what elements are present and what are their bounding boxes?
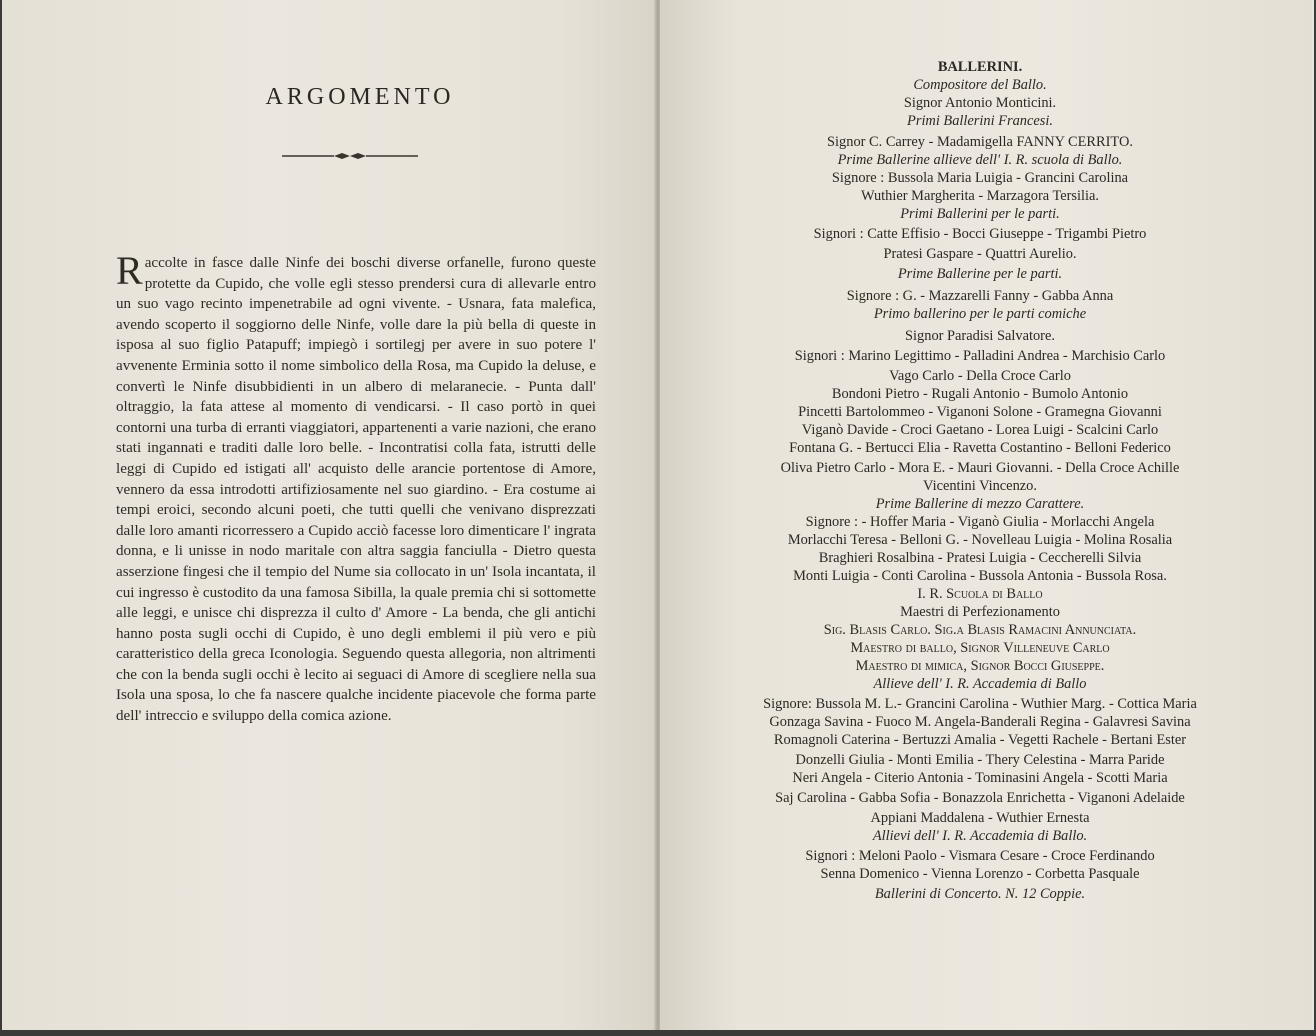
cast-line: Compositore del Ballo. <box>913 77 1047 93</box>
cast-line: Signori : Meloni Paolo - Vismara Cesare - Croce Ferdinando <box>805 848 1155 864</box>
cast-line: Romagnoli Caterina - Bertuzzi Amalia - Vegetti Rachele - Bertani Ester <box>773 732 1187 748</box>
cast-line: Signore : G. - Mazzarelli Fanny - Gabba Anna <box>846 288 1114 304</box>
ornament-divider <box>280 150 420 162</box>
cast-line: Signor C. Carrey - Madamigella FANNY CERRITO. <box>827 134 1133 150</box>
cast-line: Signor Antonio Monticini. <box>903 95 1057 111</box>
cast-line: Signore : Bussola Maria Luigia - Grancini Carolina <box>831 170 1129 186</box>
cast-line: Gonzaga Savina - Fuoco M. Angela-Banderali Regina - Galavresi Savina <box>769 714 1191 730</box>
cast-line: Senna Domenico - Vienna Lorenzo - Corbetta Pasquale <box>820 866 1140 882</box>
cast-line: Maestri di Perfezionamento <box>900 604 1060 620</box>
cast-line: Ballerini di Concerto. N. 12 Coppie. <box>874 886 1086 902</box>
cast-line: Monti Luigia - Conti Carolina - Bussola Antonia - Bussola Rosa. <box>793 568 1167 584</box>
cast-line: Signore : - Hoffer Maria - Viganò Giulia - Morlacchi Angela <box>805 514 1155 530</box>
cast-line: Fontana G. - Bertucci Elia - Ravetta Costantino - Belloni Federico <box>789 440 1171 456</box>
cast-line: Viganò Davide - Croci Gaetano - Lorea Luigi - Scalcini Carlo <box>801 422 1159 438</box>
cast-line: Wuthier Margherita - Marzagora Tersilia. <box>860 188 1100 204</box>
cast-line: Primi Ballerini Francesi. <box>907 113 1053 129</box>
cast-line: Vicentini Vincenzo. <box>923 478 1037 494</box>
cast-line: Prime Ballerine per le parti. <box>897 266 1063 282</box>
cast-line: Prime Ballerine di mezzo Carattere. <box>875 496 1085 512</box>
cast-line: Morlacchi Teresa - Belloni G. - Novelleau Luigia - Molina Rosalia <box>787 532 1173 548</box>
argument-text <box>116 248 596 727</box>
cast-line: Appiani Maddalena - Wuthier Ernesta <box>870 810 1090 826</box>
cast-line: Saj Carolina - Gabba Sofia - Bonazzola Enrichetta - Viganoni Adelaide <box>775 790 1185 806</box>
cast-line: Pincetti Bartolommeo - Viganoni Solone - Gramegna Giovanni <box>798 404 1162 420</box>
cast-line: Primi Ballerini per le parti. <box>900 206 1060 222</box>
cast-line: Signor Paradisi Salvatore. <box>905 328 1055 344</box>
argument-paragraph: accolte in fasce dalle Ninfe dei boschi diverse orfanelle, furono queste protette da Cupido, che volle egli stesso prendersi cura di allevarle entro un suo vago recinto impenetrabile ad ogni vivente. - Usnara, fata malefica, avendo scoperto il soggiorno delle Ninfe, volle dare la più bella di queste in isposa al suo figlio Patapuff; impiegò i sortilegj per avere in suo potere l' avvenente Erminia sotto il nome simbolico della Rosa, ma Cupido la deluse, e convertì le Ninfe disubbidienti in un albero di melaranecie. - Punta dall' oltraggio, la fata attese al momento di vendicarsi. - Il caso portò in quei contorni una turba di erranti viaggiatori, appartenenti a varie nazioni, che erano stati ingannati e traditi dalle loro belle. - Incontratisi colla fata, istrutti delle leggi di Cupido ed istigati all' acquisto delle arancie portentose di Amore, vennero da essa introdotti artifiziosamente nel suo giardino. - Era costume ai tempi eroici, secondo alcuni poeti, che tutti quelli che venivano disprezzati dalle loro amanti ricorressero a Cupido acciò facesse loro dimenticare l' ingrata donna, e li unisse in nodo maritale con altra saggia fanciulla - Dietro questa asserzione fingesi che il tempio del Nume sia collocato in un' Isola incantata, il cui ingresso è custodito da una famosa Sibilla, la quale premia chi si sottomette alle leggi, e unisce chi disprezza il culto d' Amore - La benda, che gli antichi hanno posta sugli occhi di Cupido, è uno degli emblemi il più vero e più caratteristico della greca Iconologia. Seguendo questa allegoria, non altrimenti che con la benda sugli occhi è lecito ai seguaci di Amore di scegliere nella sua Isola una sposa, lo che fa nascere qualche incidente piacevole che forma parte dell' intreccio e sviluppo della comica azione. <box>116 255 596 725</box>
cast-line: Neri Angela - Citerio Antonia - Tominasini Angela - Scotti Maria <box>792 770 1168 786</box>
cast-line: Donzelli Giulia - Monti Emilia - Thery Celestina - Marra Paride <box>795 752 1165 768</box>
cast-line: Vago Carlo - Della Croce Carlo <box>889 368 1071 384</box>
cast-line: Allieve dell' I. R. Accademia di Ballo <box>873 676 1087 692</box>
page-title: ARGOMENTO <box>265 84 455 110</box>
cast-line: Primo ballerino per le parti comiche <box>873 306 1087 322</box>
cast-line: Allievi dell' I. R. Accademia di Ballo. <box>872 828 1088 844</box>
cast-line: BALLERINI. <box>937 59 1023 75</box>
cast-line: Pratesi Gaspare - Quattri Aurelio. <box>883 246 1077 262</box>
cast-line: Maestro di ballo, Signor Villeneuve Carlo <box>850 640 1110 656</box>
drop-cap: R <box>116 248 143 293</box>
cast-line: Bondoni Pietro - Rugali Antonio - Bumolo Antonio <box>831 386 1129 402</box>
cast-line: Signore: Bussola M. L.- Grancini Carolina - Wuthier Marg. - Cottica Maria <box>763 696 1197 712</box>
cast-line: Prime Ballerine allieve dell' I. R. scuola di Ballo. <box>837 152 1123 168</box>
cast-line: Signori : Catte Effisio - Bocci Giuseppe - Trigambi Pietro <box>813 226 1147 242</box>
cast-line: Sig. Blasis Carlo. Sig.a Blasis Ramacini Annunciata. <box>823 622 1137 638</box>
cast-line: Braghieri Rosalbina - Pratesi Luigia - Ceccherelli Silvia <box>818 550 1142 566</box>
cast-line: Maestro di mimica, Signor Bocci Giuseppe. <box>855 658 1105 674</box>
cast-line: Signori : Marino Legittimo - Palladini Andrea - Marchisio Carlo <box>794 348 1166 364</box>
cast-line: Oliva Pietro Carlo - Mora E. - Mauri Giovanni. - Della Croce Achille <box>780 460 1180 476</box>
cast-line: I. R. Scuola di Ballo <box>917 586 1043 602</box>
